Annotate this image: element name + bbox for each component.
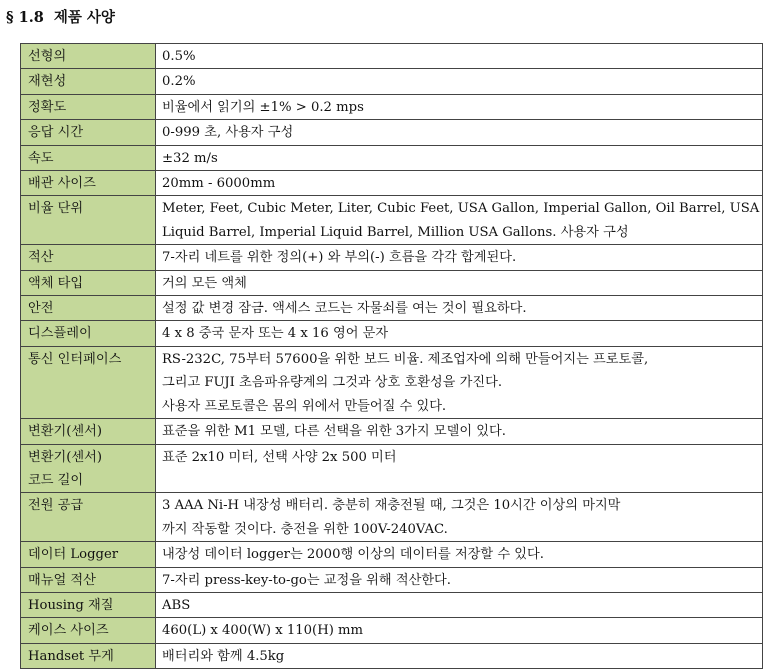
spec-value: 설정 값 변경 잠금. 액세스 코드는 자물쇠를 여는 것이 필요하다. [162, 301, 527, 317]
spec-label-cell [21, 196, 156, 245]
spec-value-cell [156, 145, 763, 170]
spec-table [20, 43, 763, 669]
spec-value-cell [156, 245, 763, 270]
spec-row [21, 270, 763, 295]
section-title: 제품 사양 [53, 9, 115, 26]
spec-value: 거의 모든 액체 [162, 275, 247, 291]
spec-label-cell [21, 145, 156, 170]
spec-label-cell [21, 346, 156, 418]
spec-value-cell [156, 120, 763, 145]
spec-value: 20mm - 6000mm [162, 176, 276, 192]
spec-value: 비율에서 읽기의 ±1% > 0.2 mps [162, 99, 364, 115]
spec-value: 0-999 초, 사용자 구성 [162, 125, 294, 141]
spec-value: ABS [162, 597, 191, 613]
spec-label-cell [21, 643, 156, 668]
spec-label: Handset 무게 [28, 648, 114, 664]
spec-row [21, 493, 763, 542]
spec-label: 변환기(센서) [28, 449, 102, 465]
spec-value: Meter, Feet, Cubic Meter, Liter, Cubic Feet, USA Gallon, Imperial Gallon, Oil Barrel, USA [162, 201, 760, 217]
spec-label-cell [21, 321, 156, 346]
spec-row [21, 618, 763, 643]
spec-label: 데이터 Logger [28, 547, 119, 563]
spec-value: 사용자 프로토콜은 몸의 위에서 만들어질 수 있다. [162, 398, 447, 414]
spec-label: 응답 시간 [28, 125, 84, 141]
spec-value-cell [156, 296, 763, 321]
spec-value-cell [156, 567, 763, 592]
spec-value: 0.2% [162, 74, 196, 90]
spec-value-cell [156, 321, 763, 346]
spec-value-cell [156, 196, 763, 245]
spec-value: 그리고 FUJI 초음파유량계의 그것과 상호 호환성을 가진다. [162, 375, 503, 391]
spec-label-cell [21, 493, 156, 542]
spec-label: Housing 재질 [28, 597, 114, 613]
spec-value: 까지 작동할 것이다. 충전을 위한 100V-240VAC. [162, 521, 448, 537]
spec-row [21, 567, 763, 592]
spec-row [21, 245, 763, 270]
spec-value-cell [156, 618, 763, 643]
spec-label-cell [21, 567, 156, 592]
spec-row [21, 196, 763, 245]
spec-label-cell [21, 419, 156, 444]
spec-value: ±32 m/s [162, 150, 218, 166]
spec-label-cell [21, 296, 156, 321]
spec-value: 0.5% [162, 49, 196, 64]
section-heading [6, 6, 115, 27]
spec-row [21, 321, 763, 346]
spec-row [21, 444, 763, 493]
spec-label: 변환기(센서) [28, 424, 102, 440]
spec-row [21, 120, 763, 145]
spec-value: 내장성 데이터 logger는 2000행 이상의 데이터를 저장할 수 있다. [162, 547, 544, 563]
spec-label-cell [21, 120, 156, 145]
spec-value: 표준을 위한 M1 모델, 다른 선택을 위한 3가지 모델이 있다. [162, 424, 506, 440]
spec-row [21, 419, 763, 444]
spec-label: 재현성 [28, 74, 67, 90]
spec-row [21, 296, 763, 321]
spec-value-cell [156, 69, 763, 94]
spec-row [21, 643, 763, 668]
spec-value-cell [156, 270, 763, 295]
spec-row [21, 592, 763, 617]
spec-label: 액체 타입 [28, 275, 84, 291]
spec-table-body [21, 44, 763, 669]
spec-value: 4 x 8 중국 문자 또는 4 x 16 영어 문자 [162, 326, 389, 342]
spec-label: 속도 [28, 150, 54, 166]
spec-value: 460(L) x 400(W) x 110(H) mm [162, 623, 364, 639]
spec-row [21, 94, 763, 119]
spec-value: 표준 2x10 미터, 선택 사양 2x 500 미터 [162, 449, 397, 465]
spec-label-cell [21, 444, 156, 493]
spec-value: 배터리와 함께 4.5kg [162, 648, 285, 664]
spec-label: 전원 공급 [28, 498, 84, 514]
spec-label: 배관 사이즈 [28, 176, 96, 192]
spec-label-cell [21, 270, 156, 295]
spec-label-cell [21, 592, 156, 617]
spec-label: 정확도 [28, 99, 67, 115]
spec-value-cell [156, 592, 763, 617]
spec-label-cell [21, 618, 156, 643]
spec-row [21, 145, 763, 170]
spec-label: 케이스 사이즈 [28, 623, 109, 639]
spec-value-cell [156, 44, 763, 69]
spec-value-cell [156, 419, 763, 444]
spec-label: 매뉴얼 적산 [28, 572, 96, 588]
spec-label-cell [21, 542, 156, 567]
spec-value-cell [156, 444, 763, 493]
spec-value: RS-232C, 75부터 57600을 위한 보드 비율. 제조업자에 의해 만들어지는 프로토콜, [162, 351, 649, 367]
spec-value-cell [156, 346, 763, 418]
spec-value-cell [156, 94, 763, 119]
spec-label: 코드 길이 [28, 472, 84, 488]
spec-value: Liquid Barrel, Imperial Liquid Barrel, Million USA Gallons. 사용자 구성 [162, 224, 629, 240]
spec-label: 디스플레이 [28, 326, 92, 342]
spec-value-cell [156, 171, 763, 196]
section-number: § 1.8 [6, 9, 44, 26]
spec-label-cell [21, 171, 156, 196]
spec-value-cell [156, 643, 763, 668]
spec-value: 3 AAA Ni-H 내장성 배터리. 충분히 재충전될 때, 그것은 10시간 이상의 마지막 [162, 498, 621, 514]
spec-label: 적산 [28, 250, 54, 266]
spec-label: 안전 [28, 301, 54, 317]
spec-value: 7-자리 네트를 위한 정의(+) 와 부의(-) 흐름을 각각 합계된다. [162, 250, 517, 266]
spec-label: 통신 인터페이스 [28, 351, 122, 367]
spec-row [21, 542, 763, 567]
spec-label-cell [21, 245, 156, 270]
spec-row [21, 69, 763, 94]
spec-value-cell [156, 493, 763, 542]
spec-label: 비율 단위 [28, 201, 84, 217]
spec-label-cell [21, 44, 156, 69]
spec-label-cell [21, 94, 156, 119]
spec-value: 7-자리 press-key-to-go는 교정을 위해 적산한다. [162, 572, 451, 588]
spec-row [21, 171, 763, 196]
spec-label-cell [21, 69, 156, 94]
spec-label: 선형의 [28, 49, 67, 64]
spec-row [21, 44, 763, 69]
spec-row [21, 346, 763, 418]
spec-value-cell [156, 542, 763, 567]
